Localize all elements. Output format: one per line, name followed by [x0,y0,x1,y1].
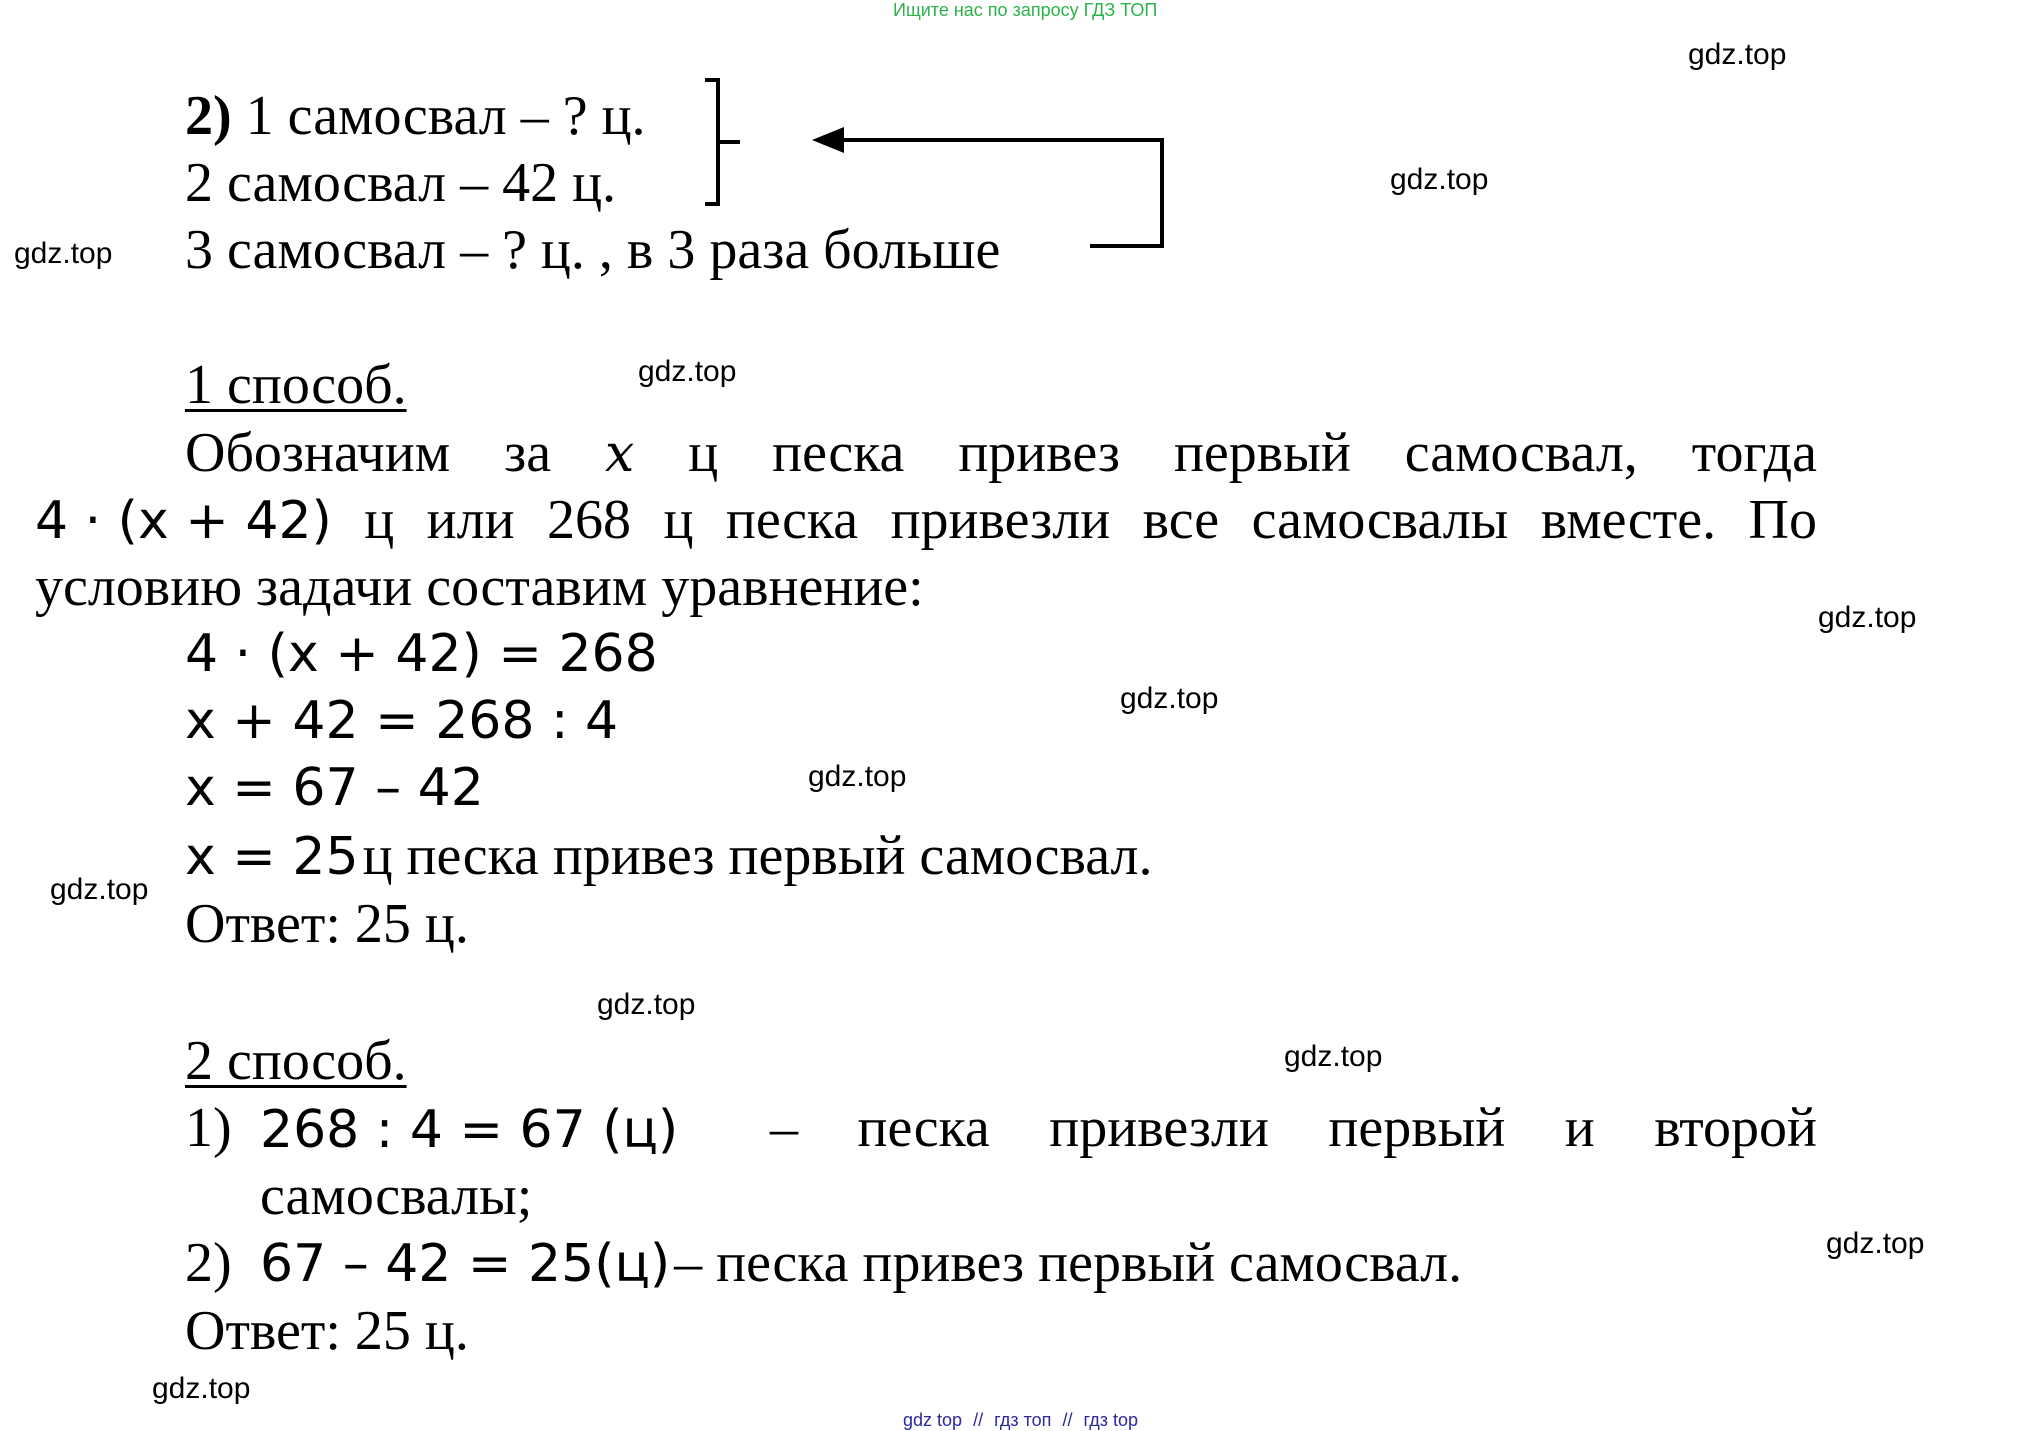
step1-continuation: самосвалы; [260,1165,533,1227]
problem-number: 2) [185,85,232,147]
word: привез [958,422,1121,484]
watermark: gdz.top [808,760,907,793]
method1-para-line1 [185,422,1817,484]
watermark: gdz.top [1826,1227,1925,1260]
watermark: gdz.top [1390,163,1489,196]
step2-math: 67 – 42 = 25(ц) [260,1234,671,1294]
word: самосвалы [1251,489,1509,551]
word: привезли [890,489,1111,551]
method1-heading: 1 способ. [185,354,407,416]
variable-x: x [605,424,635,484]
step1-number: 1) [185,1097,232,1159]
method1-answer: Ответ: 25 ц. [185,893,469,955]
equation-1: 4 · (x + 42) = 268 [185,624,658,684]
step1-words [770,1097,1817,1159]
word: 268 [547,489,631,551]
watermark: gdz.top [597,988,696,1021]
word: и [1564,1097,1595,1159]
equation-4-math: x = 25 [185,827,359,887]
problem-line-3: 3 самосвал – ? ц. , в 3 раза больше [185,219,1001,281]
word: ц [663,489,694,551]
word: тогда [1691,422,1817,484]
word: Обозначим [185,422,451,484]
bottom-banner [903,1410,1138,1431]
watermark: gdz.top [1688,38,1787,71]
watermark: gdz.top [1818,601,1917,634]
arrow-head [812,127,844,153]
step2-number: 2) [185,1232,232,1294]
bottom-banner-item: гдз top [1083,1410,1139,1430]
step1-math: 268 : 4 = 67 (ц) [260,1100,679,1160]
word: или [426,489,515,551]
expression: 4 · (x + 42) [35,491,332,551]
word: песка [725,489,859,551]
bottom-banner-separator: // [1062,1410,1073,1430]
bottom-banner-item: гдз топ [994,1410,1052,1430]
top-banner: Ищите нас по запросу ГДЗ ТОП [893,0,1158,20]
word: все [1142,489,1220,551]
equation-4-text: ц песка привез первый самосвал. [362,825,1153,887]
bottom-banner-item: gdz top [903,1410,963,1430]
watermark: gdz.top [1120,682,1219,715]
watermark: gdz.top [152,1372,251,1405]
watermark: gdz.top [638,355,737,388]
method1-para-line2 [35,489,1817,551]
word: ц [688,422,719,484]
word: первый [1173,422,1351,484]
word: привезли [1049,1097,1269,1159]
right-brace [705,80,740,204]
method2-heading: 2 способ. [185,1030,407,1092]
word: за [504,422,552,484]
word: По [1748,489,1817,551]
watermark: gdz.top [14,237,113,270]
step2-text: – песка привез первый самосвал. [674,1232,1463,1294]
equation-4 [185,825,1153,887]
word: песка [772,422,905,484]
watermark: gdz.top [1284,1040,1383,1073]
equation-3: x = 67 – 42 [185,758,484,818]
method2-answer: Ответ: 25 ц. [185,1300,469,1362]
method1-para-line3: условию задачи составим уравнение: [35,556,924,618]
problem-line-2: 2 самосвал – 42 ц. [185,152,617,214]
word: песка [857,1097,990,1159]
dash: – [770,1097,798,1159]
step2 [260,1232,1463,1294]
equation-2: x + 42 = 268 : 4 [185,691,619,751]
problem-line-1-text: 1 самосвал – ? ц. [245,85,646,147]
word: второй [1654,1097,1817,1159]
word: первый [1328,1097,1506,1159]
watermark: gdz.top [50,873,149,906]
word: ц [364,489,395,551]
word: самосвал, [1404,422,1638,484]
bottom-banner-separator: // [973,1410,984,1430]
word: вместе. [1540,489,1717,551]
problem-line-1 [185,85,646,147]
